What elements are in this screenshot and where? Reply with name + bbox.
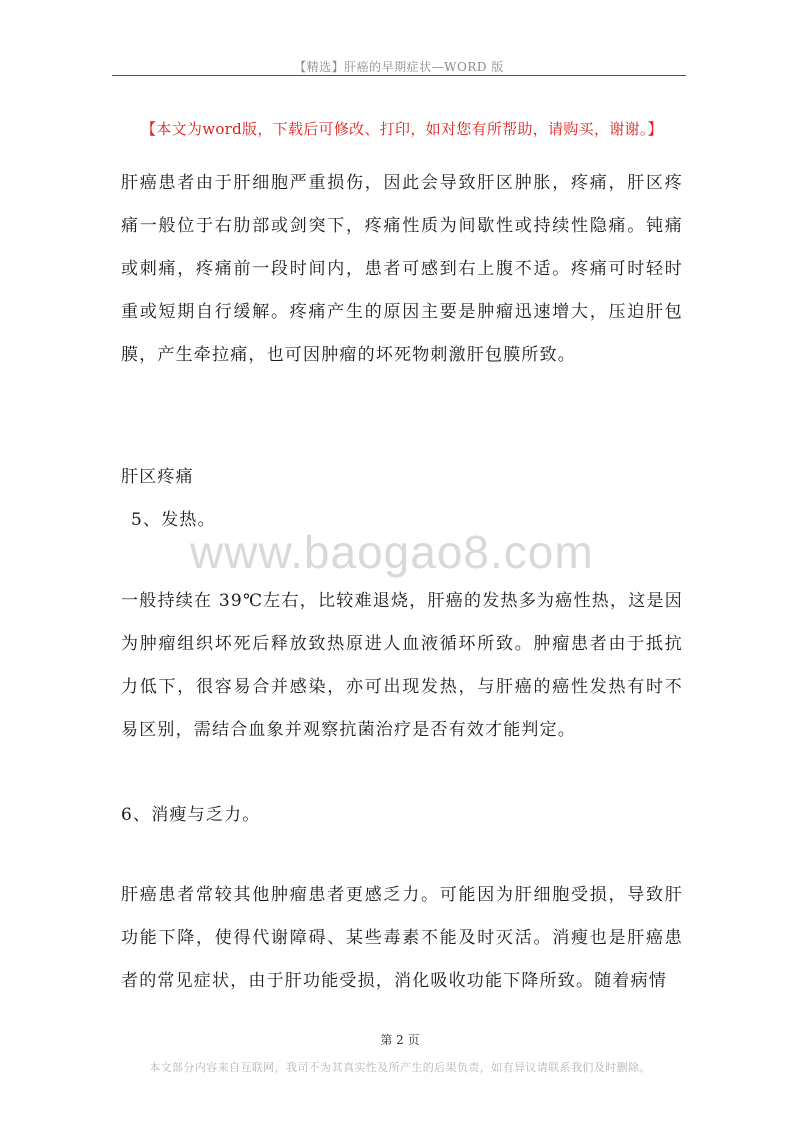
page-number: 第 2 页 <box>380 1033 420 1047</box>
heading-liver-pain: 肝区疼痛 <box>121 467 194 487</box>
footer-disclaimer: 本文部分内容来自互联网，我司不为其真实性及所产生的后果负责，如有异议请联系我们及时删除。 <box>149 1061 651 1074</box>
paragraph-weight-loss: 肝癌患者常较其他肿瘤患者更感乏力。可能因为肝细胞受损，导致肝功能下降，使得代谢障碍、某些毒素不能及时灭活。消瘦也是肝癌患者的常见症状，由于肝功能受损，消化吸收功能下降所致。随着病情 <box>121 885 683 991</box>
heading-weight-loss: 6、消瘦与乏力。 <box>121 805 261 825</box>
document-header-title: 【精选】肝癌的早期症状—WORD 版 <box>294 60 504 74</box>
header-divider <box>112 75 686 76</box>
paragraph-fever: 一般持续在 39℃左右，比较难退烧，肝癌的发热多为癌性热，这是因为肿瘤组织坏死后释放致热原进人血液循环所致。肿瘤患者由于抵抗力低下，很容易合并感染，亦可出现发热，与肝癌的癌性发热有时不易区别，需结合血象并观察抗菌治疗是否有效才能判定。 <box>121 591 683 740</box>
paragraph-liver-pain: 肝癌患者由于肝细胞严重损伤，因此会导致肝区肿胀，疼痛，肝区疼痛一般位于右肋部或剑突下，疼痛性质为间歇性或持续性隐痛。钝痛或刺痛，疼痛前一段时间内，患者可感到右上腹不适。疼痛可时轻时重或短期自行缓解。疼痛产生的原因主要是肿瘤迅速增大，压迫肝包膜，产生牵拉痛，也可因肿瘤的坏死物刺激肝包膜所致。 <box>121 173 683 365</box>
purchase-notice: 【本文为word版，下载后可修改、打印，如对您有所帮助，请购买，谢谢。】 <box>141 120 663 138</box>
heading-fever: 5、发热。 <box>131 510 216 530</box>
watermark: www.baogao8.com <box>190 526 594 578</box>
